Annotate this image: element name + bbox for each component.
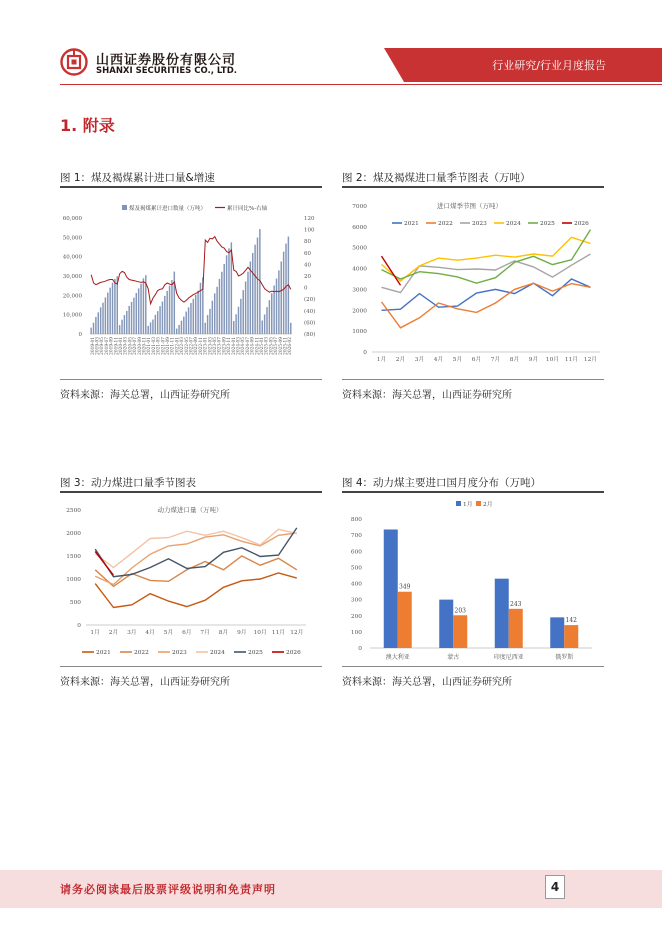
y-left-tick-label: 50,000 [62,235,82,242]
footer-disclaimer: 请务必阅读最后股票评级说明和免责声明 [60,883,276,896]
y-tick-label: 5000 [352,245,367,252]
series-line-2021 [382,279,591,310]
y-left-tick-label: 10,000 [62,312,82,319]
x-tick-label: 8月 [509,357,520,363]
y-right-tick-label: 20 [304,274,311,280]
y-left-tick-label: 20,000 [62,293,82,300]
x-tick-label: 6月 [182,630,192,636]
bar-cumulative-imports [245,281,246,334]
x-tick-label: 2023-09 [222,337,228,355]
y-tick-label: 500 [350,565,362,572]
y-left-tick-label: 30,000 [62,274,82,280]
x-tick-label: 2023-11 [227,337,233,355]
data-label: 203 [454,607,466,615]
y-tick-label: 0 [77,623,81,629]
bar-cumulative-imports [221,272,222,334]
legend-swatch-1月 [456,501,461,506]
bar-1月 [384,529,398,648]
bar-cumulative-imports [240,299,241,334]
x-tick-label: 2022-07 [189,337,195,355]
y-right-tick-label: 80 [304,239,311,246]
figure-2-top-rule [342,186,604,188]
legend-label-bars: 煤及褐煤累计进口数量（万吨） [129,206,207,212]
x-tick-label: 2026-02 [288,337,294,355]
bar-cumulative-imports [207,315,208,334]
bar-cumulative-imports [90,328,91,334]
x-tick-label: 11月 [564,357,579,363]
figure-1-bottom-rule [60,379,322,380]
y-tick-label: 600 [350,549,362,556]
y-tick-label: 400 [350,581,362,588]
x-tick-label: 2022-03 [180,337,186,355]
legend-label-2024: 2024 [506,221,521,227]
bar-cumulative-imports [128,306,129,334]
y-tick-label: 3000 [352,287,367,294]
section-title: 1. 附录 [60,116,115,135]
legend-label-2025: 2025 [540,221,555,227]
bar-cumulative-imports [102,303,103,334]
x-tick-label: 10月 [253,630,267,636]
x-tick-label: 2024-09 [250,337,256,355]
y-right-tick-label: (40) [304,308,316,315]
bar-cumulative-imports [269,300,270,334]
figure-3-bottom-rule [60,666,322,667]
legend-label-2022: 2022 [438,221,453,227]
bar-cumulative-imports [147,326,148,334]
x-tick-label: 6月 [471,357,482,363]
x-tick-label: 2020-11 [142,337,148,355]
bar-cumulative-imports [209,309,210,334]
bar-cumulative-imports [204,323,205,334]
x-tick-label: 2020-07 [133,337,139,355]
y-right-tick-label: 60 [304,250,311,257]
x-tick-label: 12月 [583,357,598,363]
x-tick-label: 2021-05 [156,337,162,355]
company-name-cn: 山西证券股份有限公司 [96,53,237,68]
legend-label-2021: 2021 [404,221,419,227]
legend-label-2024: 2024 [210,650,225,656]
bar-cumulative-imports [185,312,186,334]
x-tick-label: 2021-11 [170,337,176,355]
y-right-tick-label: (20) [304,297,316,304]
x-tick-label: 2019-03 [95,337,101,355]
bar-cumulative-imports [214,293,215,334]
x-tick-label: 2025-01 [259,337,265,355]
chart-title: 动力煤进口量（万吨） [157,506,223,514]
bar-cumulative-imports [169,286,170,334]
x-tick-label: 2022-09 [194,337,200,355]
bar-cumulative-imports [233,321,234,334]
bar-cumulative-imports [188,307,189,334]
x-tick-label: 4月 [145,630,155,636]
x-tick-label: 2024-07 [245,337,251,355]
bar-cumulative-imports [119,325,120,334]
x-tick-label: 2024-05 [241,337,247,355]
x-tick-label: 3月 [414,357,425,363]
bar-cumulative-imports [138,288,139,334]
bar-cumulative-imports [262,320,263,334]
bar-cumulative-imports [271,293,272,334]
x-tick-label: 2019-11 [114,337,120,355]
bar-cumulative-imports [117,276,118,334]
x-tick-label: 4月 [433,357,444,363]
figure-4-title: 图 4：动力煤主要进口国月度分布（万吨） [342,477,542,489]
legend-label-2021: 2021 [96,650,111,656]
y-right-tick-label: (80) [304,332,316,338]
bar-cumulative-imports [178,325,179,334]
bar-cumulative-imports [283,252,284,334]
header-divider [60,84,662,85]
report-type-label: 行业研究/行业月度报告 [492,59,606,72]
bar-cumulative-imports [100,307,101,334]
bar-1月 [439,600,453,648]
y-tick-label: 0 [363,350,367,356]
bar-cumulative-imports [276,279,277,334]
legend-label-2026: 2026 [286,650,301,656]
bar-2月 [453,615,467,648]
x-tick-label: 2025-11 [283,337,289,355]
bar-cumulative-imports [290,323,291,334]
x-tick-label: 5月 [163,630,174,636]
x-tick-label: 2020-03 [123,337,129,355]
bar-cumulative-imports [266,307,267,334]
y-tick-label: 2000 [66,531,81,537]
bar-2月 [398,592,412,648]
x-tick-label: 2022-05 [184,337,190,355]
x-tick-label: 5月 [452,357,463,363]
bar-cumulative-imports [152,320,153,335]
bar-2月 [509,609,523,648]
bar-cumulative-imports [131,302,132,334]
y-tick-label: 1500 [66,554,81,560]
y-tick-label: 2500 [66,508,81,514]
x-tick-label: 2025-09 [278,337,284,355]
x-tick-label: 蒙古 [447,654,460,661]
bar-cumulative-imports [212,301,213,334]
legend-label-2022: 2022 [134,650,149,656]
bar-cumulative-imports [107,293,108,334]
x-tick-label: 2023-05 [212,337,218,355]
y-tick-label: 6000 [352,224,367,231]
legend-label-2023: 2023 [172,650,187,656]
y-right-tick-label: 120 [304,216,315,222]
y-tick-label: 300 [350,597,362,604]
bar-cumulative-imports [278,270,279,334]
figure-2-source: 资料来源：海关总署，山西证券研究所 [342,390,512,401]
figure-4-top-rule [342,491,604,493]
bar-cumulative-imports [157,311,158,334]
bar-cumulative-imports [252,253,253,334]
x-tick-label: 2022-01 [175,337,181,355]
bar-cumulative-imports [171,280,172,334]
bar-cumulative-imports [254,245,255,334]
bar-2月 [564,625,578,648]
x-tick-label: 2025-05 [269,337,275,355]
bar-cumulative-imports [285,244,286,334]
x-tick-label: 2月 [395,357,406,363]
figure-4-bottom-rule [342,666,604,667]
x-tick-label: 2023-03 [208,337,214,355]
data-label: 349 [399,583,411,591]
bar-cumulative-imports [223,264,224,334]
figure-2-bottom-rule [342,379,604,380]
bar-cumulative-imports [126,311,127,334]
bar-cumulative-imports [150,322,151,334]
y-right-tick-label: 40 [304,262,311,269]
legend-swatch-bars [122,205,127,210]
bar-cumulative-imports [219,279,220,334]
x-tick-label: 2020-05 [128,337,134,355]
y-tick-label: 2000 [352,308,367,315]
y-left-tick-label: 40,000 [62,254,82,261]
bar-cumulative-imports [174,272,175,334]
legend-label-1月: 1月 [463,502,473,508]
bar-cumulative-imports [238,307,239,334]
x-tick-label: 2021-09 [166,337,172,355]
bar-cumulative-imports [133,298,134,334]
x-tick-label: 2019-01 [90,337,96,355]
bar-cumulative-imports [228,248,229,334]
x-tick-label: 8月 [218,630,229,636]
y-right-tick-label: (60) [304,320,316,327]
bar-cumulative-imports [93,323,94,334]
figure-1-top-rule [60,186,322,188]
bar-1月 [495,579,509,648]
x-tick-label: 1月 [376,357,387,363]
bar-cumulative-imports [247,272,248,334]
bar-cumulative-imports [176,329,177,334]
bar-cumulative-imports [183,317,184,334]
x-tick-label: 3月 [127,630,137,636]
bar-cumulative-imports [109,288,110,334]
x-tick-label: 2024-03 [236,337,242,355]
bar-cumulative-imports [190,303,191,334]
y-tick-label: 800 [350,517,362,523]
figure-1-title: 图 1：煤及褐煤累计进口量&增速 [60,172,215,184]
figure-2-title: 图 2：煤及褐煤进口量季节图表（万吨） [342,172,531,184]
series-line-2024 [95,529,297,567]
company-logo-icon [60,48,88,76]
x-tick-label: 1月 [90,630,100,636]
figure-3-top-rule [60,491,322,493]
bar-cumulative-imports [250,262,251,335]
x-tick-label: 2019-07 [104,337,110,355]
x-tick-label: 9月 [237,630,247,636]
x-tick-label: 2021-03 [151,337,157,355]
x-tick-label: 2022-11 [198,337,204,355]
bar-cumulative-imports [112,283,113,334]
y-tick-label: 7000 [352,204,367,210]
series-line-2023 [382,254,591,293]
bar-cumulative-imports [136,293,137,334]
bar-cumulative-imports [242,290,243,334]
legend-label-line: 累计同比%-右轴 [227,206,268,212]
bar-cumulative-imports [95,317,96,334]
figure-3-title: 图 3：动力煤进口量季节图表 [60,477,197,489]
x-tick-label: 2019-09 [109,337,115,355]
bar-cumulative-imports [264,314,265,334]
page-number: 4 [545,875,565,899]
bar-cumulative-imports [105,297,106,334]
legend-label-2月: 2月 [483,502,493,508]
legend-label-2025: 2025 [248,650,263,656]
data-label: 243 [510,600,522,608]
x-tick-label: 11月 [271,630,286,636]
y-tick-label: 200 [350,613,362,620]
bar-cumulative-imports [124,315,125,334]
y-tick-label: 1000 [66,577,81,583]
bar-cumulative-imports [121,320,122,334]
x-tick-label: 澳大利亚 [385,654,410,661]
y-tick-label: 700 [350,533,362,540]
x-tick-label: 2021-01 [147,337,153,355]
x-tick-label: 7月 [200,630,210,636]
x-tick-label: 2025-07 [274,337,280,355]
bar-cumulative-imports [195,295,196,334]
y-tick-label: 4000 [352,266,367,273]
x-tick-label: 2020-09 [137,337,143,355]
y-right-tick-label: 100 [304,227,315,234]
company-name-en: SHANXI SECURITIES CO., LTD. [96,66,238,76]
bar-cumulative-imports [226,255,227,334]
x-tick-label: 2023-01 [203,337,209,355]
bar-cumulative-imports [166,291,167,334]
bar-cumulative-imports [143,278,144,334]
x-tick-label: 印度尼西亚 [493,654,524,661]
series-line-2022 [95,556,297,586]
y-left-tick-label: 60,000 [62,216,82,222]
x-tick-label: 2月 [108,630,119,636]
bar-cumulative-imports [140,284,141,334]
x-tick-label: 2021-07 [161,337,167,355]
bar-cumulative-imports [164,296,165,334]
figure-4-chart [342,497,604,669]
bar-cumulative-imports [273,285,274,334]
y-left-tick-label: 0 [78,332,82,338]
x-tick-label: 2024-11 [255,337,261,355]
bar-cumulative-imports [162,302,163,334]
x-tick-label: 2024-01 [231,337,237,355]
bar-cumulative-imports [98,312,99,334]
y-tick-label: 500 [69,600,81,606]
figure-4-source: 资料来源：海关总署，山西证券研究所 [342,677,512,688]
x-tick-label: 2020-01 [119,337,125,355]
bar-cumulative-imports [114,279,115,334]
bar-cumulative-imports [216,287,217,334]
line-yoy-growth [91,237,291,304]
y-tick-label: 1000 [352,329,367,336]
bar-cumulative-imports [281,262,282,335]
bar-cumulative-imports [159,306,160,334]
figure-3-source: 资料来源：海关总署，山西证券研究所 [60,677,230,688]
bar-cumulative-imports [193,299,194,334]
x-tick-label: 2023-07 [217,337,223,355]
series-line-2025 [95,528,297,577]
data-label: 142 [565,617,577,625]
figure-2-chart [342,196,604,380]
figure-3-chart [60,500,322,669]
bar-cumulative-imports [181,321,182,334]
x-tick-label: 2019-05 [100,337,106,355]
bar-cumulative-imports [257,238,258,334]
report-type-banner [404,48,662,82]
bar-1月 [550,617,564,648]
legend-label-2026: 2026 [574,221,589,227]
legend-label-2023: 2023 [472,221,487,227]
bar-cumulative-imports [235,314,236,334]
legend-swatch-2月 [476,501,481,506]
y-right-tick-label: 0 [304,285,308,292]
figure-1-chart [60,196,322,380]
report-header [0,0,662,90]
chart-title: 进口煤季节图（万吨） [437,202,502,210]
x-tick-label: 2025-03 [264,337,270,355]
x-tick-label: 12月 [290,630,304,636]
x-tick-label: 10月 [545,357,560,363]
y-tick-label: 0 [358,646,362,652]
y-tick-label: 100 [350,629,362,636]
bar-cumulative-imports [197,291,198,334]
bar-cumulative-imports [155,315,156,334]
x-tick-label: 7月 [490,357,501,363]
x-tick-label: 9月 [528,357,539,363]
x-tick-label: 俄罗斯 [555,654,574,661]
figure-1-source: 资料来源：海关总署，山西证券研究所 [60,390,230,401]
